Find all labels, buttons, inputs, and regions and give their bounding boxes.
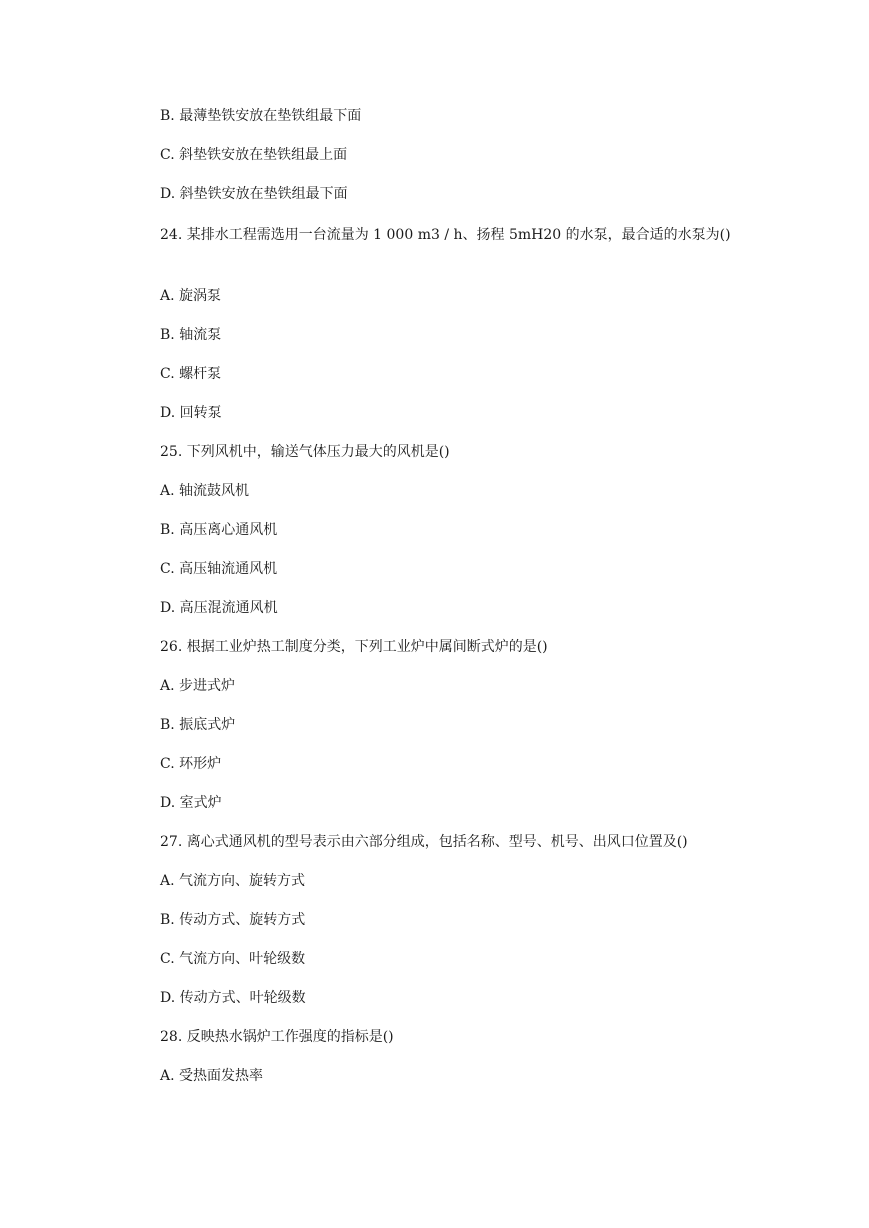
q24-option-b: B. 轴流泵 bbox=[160, 327, 222, 343]
q23-option-c: C. 斜垫铁安放在垫铁组最上面 bbox=[160, 147, 348, 163]
q25-option-c: C. 高压轴流通风机 bbox=[160, 561, 278, 577]
q27-option-d: D. 传动方式、叶轮级数 bbox=[160, 990, 306, 1006]
q27-stem: 27. 离心式通风机的型号表示由六部分组成，包括名称、型号、机号、出风口位置及() bbox=[160, 834, 688, 850]
q26-option-d: D. 室式炉 bbox=[160, 795, 222, 811]
q25-option-a: A. 轴流鼓风机 bbox=[160, 483, 250, 499]
q24-option-a: A. 旋涡泵 bbox=[160, 288, 222, 304]
q25-stem: 25. 下列风机中，输送气体压力最大的风机是() bbox=[160, 444, 450, 460]
q23-option-d: D. 斜垫铁安放在垫铁组最下面 bbox=[160, 186, 348, 202]
q26-stem: 26. 根据工业炉热工制度分类，下列工业炉中属间断式炉的是() bbox=[160, 639, 548, 655]
q24-stem: 24. 某排水工程需选用一台流量为 1 000 m3 / h、扬程 5mH20 的水泵，最合适的水泵为() bbox=[160, 227, 731, 243]
q23-option-b: B. 最薄垫铁安放在垫铁组最下面 bbox=[160, 108, 362, 124]
q25-option-d: D. 高压混流通风机 bbox=[160, 600, 278, 616]
q27-option-b: B. 传动方式、旋转方式 bbox=[160, 912, 306, 928]
q27-option-c: C. 气流方向、叶轮级数 bbox=[160, 951, 306, 967]
q26-option-b: B. 振底式炉 bbox=[160, 717, 236, 733]
q24-option-c: C. 螺杆泵 bbox=[160, 366, 222, 382]
q26-option-c: C. 环形炉 bbox=[160, 756, 222, 772]
q28-option-a: A. 受热面发热率 bbox=[160, 1068, 264, 1084]
q24-option-d: D. 回转泵 bbox=[160, 405, 222, 421]
q25-option-b: B. 高压离心通风机 bbox=[160, 522, 278, 538]
q26-option-a: A. 步进式炉 bbox=[160, 678, 236, 694]
q28-stem: 28. 反映热水锅炉工作强度的指标是() bbox=[160, 1029, 394, 1045]
q27-option-a: A. 气流方向、旋转方式 bbox=[160, 873, 306, 889]
